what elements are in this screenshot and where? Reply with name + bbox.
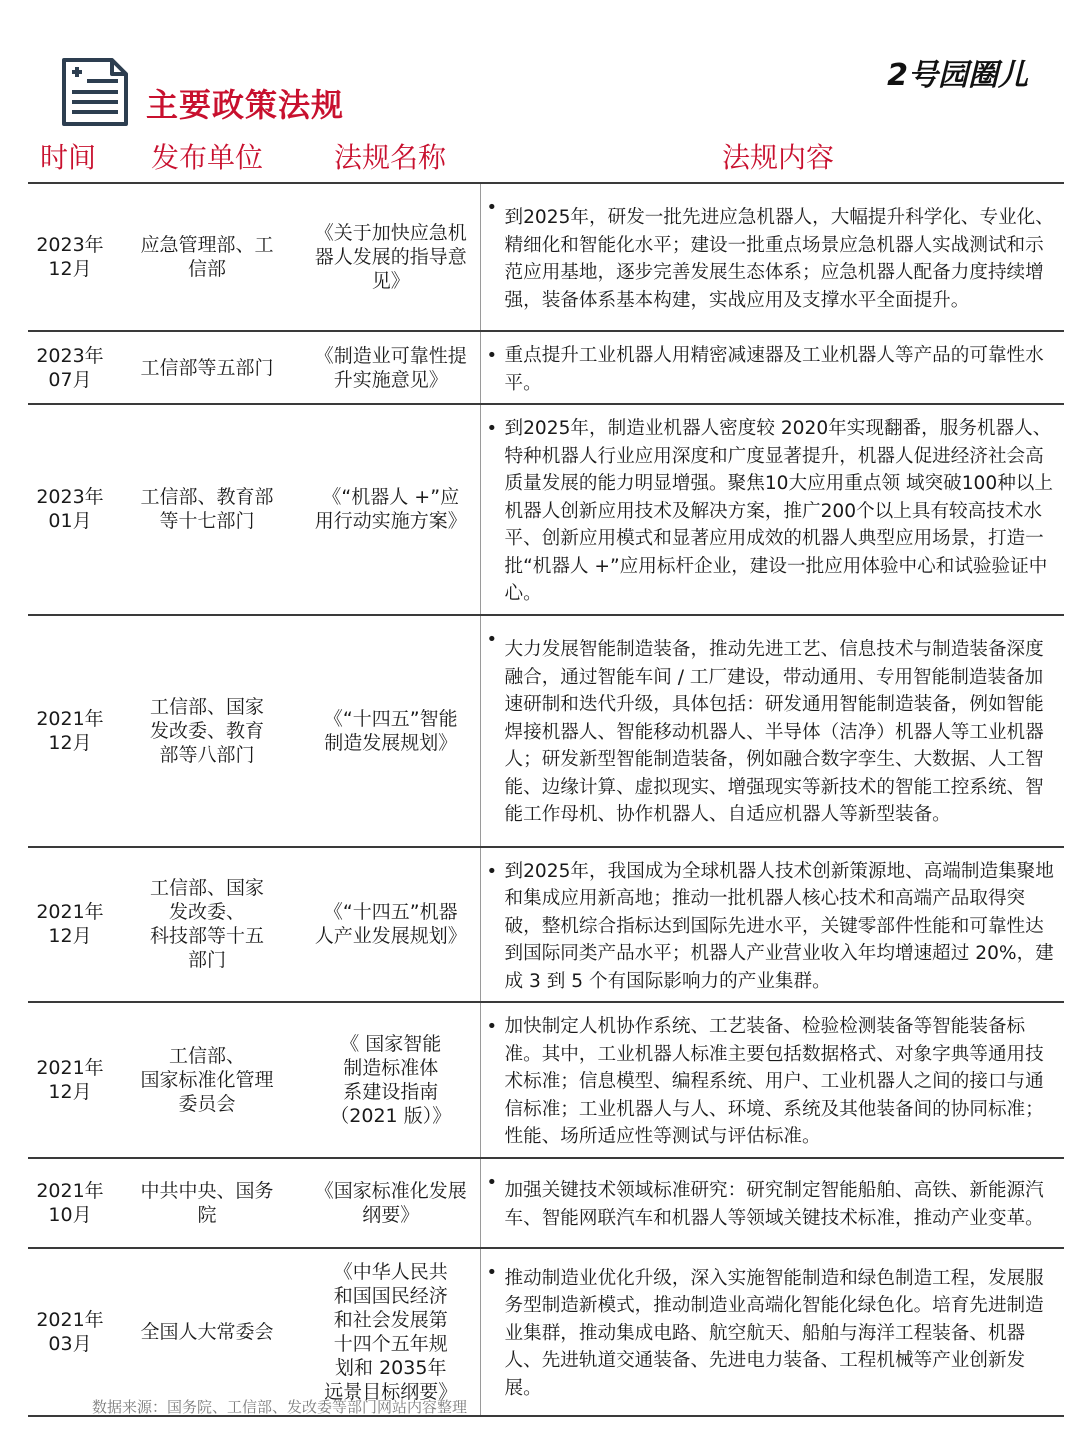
table-row <box>28 615 1064 847</box>
cell-time: 2021年 12月 <box>28 615 112 847</box>
brand-logo: 2号园圈儿 <box>887 58 1028 93</box>
cell-regulation-name: 《关于加快应急机 器人发展的指导意 见》 <box>302 183 480 331</box>
cell-regulation-name: 《 国家智能 制造标准体 系建设指南 （2021 版）》 <box>302 1002 480 1158</box>
cell-content: • 推动制造业优化升级，深入实施智能制造和绿色制造工程，发展服务型制造新模式，推动制造业高端化智能化绿色化。培育先进制造业集群，推动集成电路、航空航天、船舶与海洋工程装备、机器人、先进轨道交通装备、先进电力装备、工程机械等产业创新发展。 <box>480 1248 1064 1416</box>
cell-content: • 加强关键技术领域标准研究：研究制定智能船舶、高铁、新能源汽车、智能网联汽车和机器人等领域关键技术标准，推动产业变革。 <box>480 1158 1064 1248</box>
cell-regulation-name: 《“机器人 +”应 用行动实施方案》 <box>302 404 480 615</box>
cell-regulation-name: 《“十四五”机器 人产业发展规划》 <box>302 847 480 1003</box>
cell-issuer: 中共中央、国务 院 <box>112 1158 302 1248</box>
column-header-issuer: 发布单位 <box>151 141 264 174</box>
cell-issuer: 全国人大常委会 <box>112 1248 302 1416</box>
cell-regulation-name: 《“十四五”智能 制造发展规划》 <box>302 615 480 847</box>
cell-regulation-name: 《国家标准化发展 纲要》 <box>302 1158 480 1248</box>
cell-regulation-name: 《中华人民共 和国国民经济 和社会发展第 十四个五年规 划和 2035年 远景目标纲要》 <box>302 1248 480 1416</box>
column-header-time: 时间 <box>40 141 97 174</box>
cell-issuer: 工信部、国家 发改委、教育 部等八部门 <box>112 615 302 847</box>
table-row <box>28 183 1064 331</box>
column-header-name: 法规名称 <box>334 141 447 174</box>
cell-issuer: 工信部、 国家标准化管理 委员会 <box>112 1002 302 1158</box>
column-header-content: 法规内容 <box>722 141 835 174</box>
cell-time: 2023年 12月 <box>28 183 112 331</box>
cell-time: 2023年 07月 <box>28 331 112 404</box>
cell-content: • 到2025年，我国成为全球机器人技术创新策源地、高端制造集聚地和集成应用新高地；推动一批机器人核心技术和高端产品取得突破，整机综合指标达到国际先进水平，关键零部件性能和可靠性达到国际同类产品水平；机器人产业营业收入年均增速超过 20%，建成 3 到 5 个有国际影响力的产业集群。 <box>480 847 1064 1003</box>
cell-content: • 加快制定人机协作系统、工艺装备、检验检测装备等智能装备标准。其中，工业机器人标准主要包括数据格式、对象字典等通用技术标准；信息模型、编程系统、用户、工业机器人之间的接口与通信标准；工业机器人与人、环境、系统及其他装备间的协同标准；性能、场所适应性等测试与评估标准。 <box>480 1002 1064 1158</box>
cell-issuer: 应急管理部、工 信部 <box>112 183 302 331</box>
table-row <box>28 404 1064 615</box>
table-row <box>28 1002 1064 1158</box>
cell-time: 2021年 12月 <box>28 847 112 1003</box>
policy-table-body <box>28 183 1064 1416</box>
cell-time: 2021年 03月 <box>28 1248 112 1416</box>
cell-content: • 到2025年，制造业机器人密度较 2020年实现翻番，服务机器人、特种机器人行业应用深度和广度显著提升，机器人促进经济社会高质量发展的能力明显增强。聚焦10大应用重点领 域突破100种以上机器人创新应用技术及解决方案，推广200个以上具有较高技术水平、创新应用模式和显著应用成效的机器人典型应用场景，打造一批“机器人 +”应用标杆企业，建设一批应用体验中心和试验验证中心。 <box>480 404 1064 615</box>
cell-content: • 重点提升工业机器人用精密减速器及工业机器人等产品的可靠性水平。 <box>480 331 1064 404</box>
data-source-note: 数据来源：国务院、工信部、发改委等部门网站内容整理 <box>92 1398 468 1416</box>
cell-issuer: 工信部、教育部 等十七部门 <box>112 404 302 615</box>
cell-issuer: 工信部等五部门 <box>112 331 302 404</box>
cell-time: 2021年 10月 <box>28 1158 112 1248</box>
cell-content: • 大力发展智能制造装备，推动先进工艺、信息技术与制造装备深度融合，通过智能车间 / 工厂建设，带动通用、专用智能制造装备加速研制和迭代升级，具体包括：研发通用智能制造装备，例如智能焊接机器人、智能移动机器人、半导体（洁净）机器人等工业机器人；研发新型智能制造装备，例如融合数字孪生、大数据、人工智能、边缘计算、虚拟现实、增强现实等新技术的智能工控系统、智能工作母机、协作机器人、自适应机器人等新型装备。 <box>480 615 1064 847</box>
table-row <box>28 1248 1064 1416</box>
table-row <box>28 1158 1064 1248</box>
cell-time: 2023年 01月 <box>28 404 112 615</box>
document-list-icon <box>60 58 130 126</box>
cell-issuer: 工信部、国家 发改委、 科技部等十五 部门 <box>112 847 302 1003</box>
section-title: 主要政策法规 <box>146 86 345 124</box>
table-row <box>28 847 1064 1003</box>
cell-regulation-name: 《制造业可靠性提 升实施意见》 <box>302 331 480 404</box>
table-row <box>28 331 1064 404</box>
cell-time: 2021年 12月 <box>28 1002 112 1158</box>
cell-content: • 到2025年，研发一批先进应急机器人，大幅提升科学化、专业化、精细化和智能化水平；建设一批重点场景应急机器人实战测试和示范应用基地，逐步完善发展生态体系；应急机器人配备力度持续增强，装备体系基本构建，实战应用及支撑水平全面提升。 <box>480 183 1064 331</box>
policy-table <box>28 182 1064 1417</box>
